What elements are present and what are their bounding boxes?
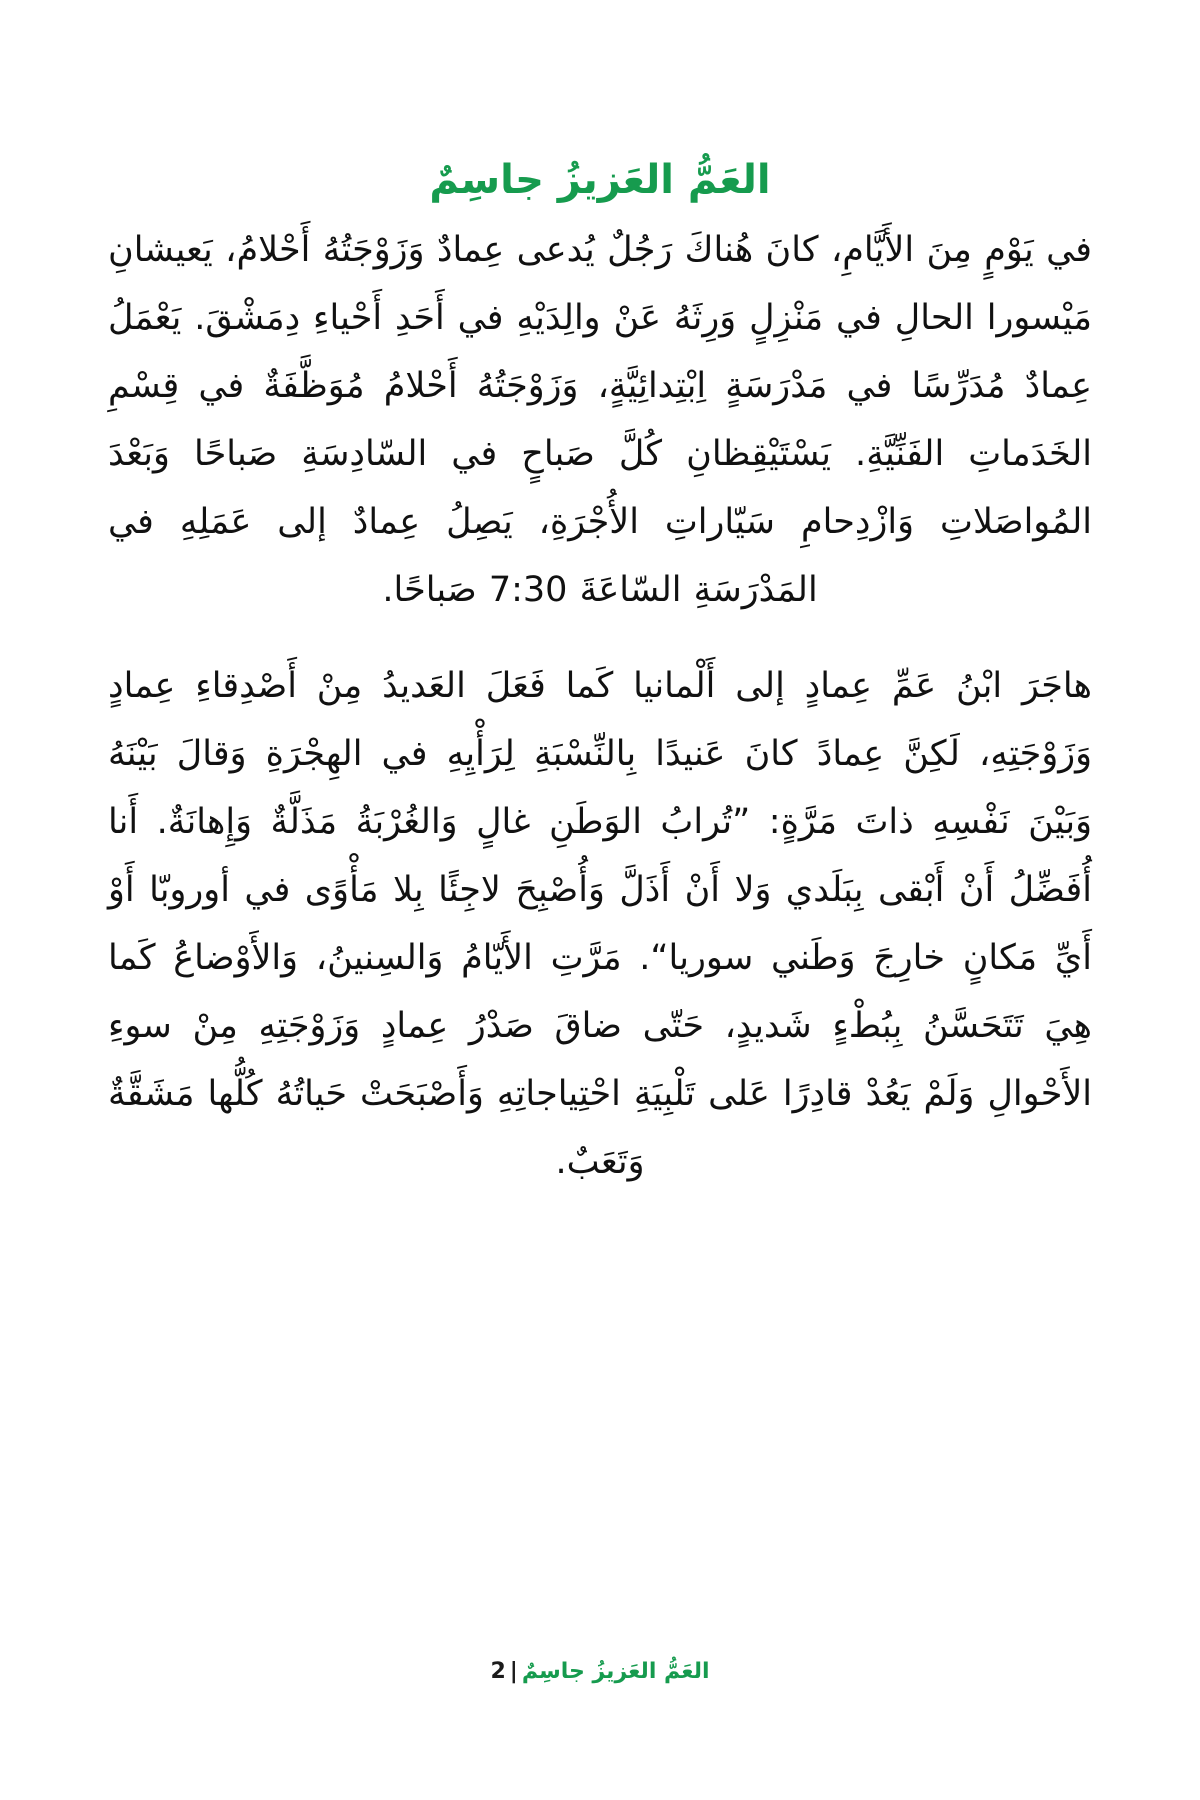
page-footer (0, 1657, 1200, 1688)
story-paragraph: في يوم من الأيام، كان هناك رجل يدعى عماد وزوجته أحلام، يعيشان ميسورا الحال في منزل ورثه عن والديه في أحد أحياء دمشق. يعمل عماد مدرسا في مدرسة ابتدائية، وزوجته أحلام موظفة في قسم الخدمات الفنية. يستيقظان كل صباح في السادسة صباحا وبعد المواصلات وازدحام سيارات الأجرة، يصل عماد إلى عمله في المدرسة الساعة 7:30 صباحا. (108, 230, 1093, 610)
footer-separator: | (509, 1659, 518, 1685)
page-title: العم العزيز جاسم (429, 156, 771, 203)
footer-title: العم العزيز جاسم (521, 1659, 710, 1685)
story-paragraph: هاجر ابن عم عماد إلى ألمانيا كما فعل العديد من أصدقاء عماد وزوجته، لكن عماد كان عنيدا بالنسبة لرأيه في الهجرة وقال بينه وبين نفسه ذات مرة: ”تراب الوطن غال والغربة مذلة وإهانة. أنا أفضل أن أبقى ببلدي ولا أن أذل وأصبح لاجئا بلا مأوى في أوروبا أو أي مكان خارج وطني سوريا“. مرت الأيام والسنين، والأوضاع كما هي تتحسن ببطء شديد، حتى ضاق صدر عماد وزوجته من سوء الأحوال ولم يعد قادرا على تلبية احتياجاته وأصبحت حياته كلها مشقة وتعب. (108, 666, 1093, 1182)
footer-page-number: 2 (490, 1659, 506, 1685)
story-body (108, 216, 1092, 1196)
